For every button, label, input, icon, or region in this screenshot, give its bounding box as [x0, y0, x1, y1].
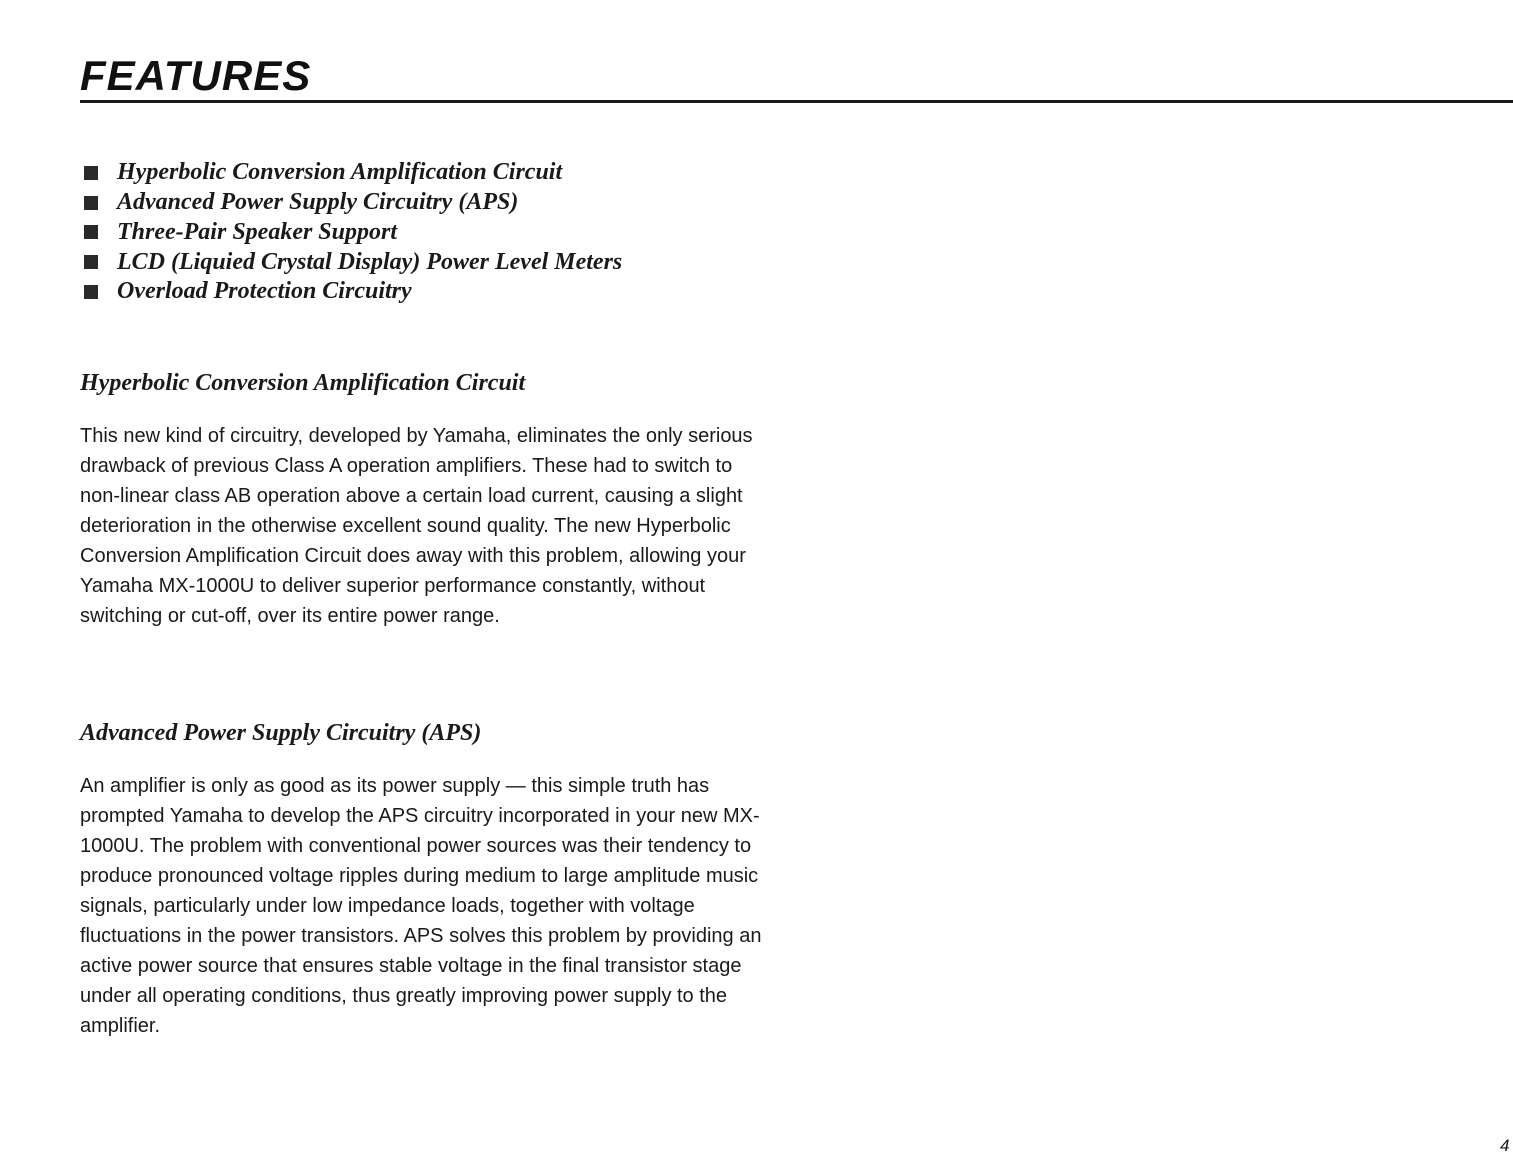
square-bullet-icon	[84, 196, 98, 210]
section-heading: Hyperbolic Conversion Amplification Circuit	[80, 370, 526, 396]
feature-item-label: LCD (Liquied Crystal Display) Power Level Meters	[117, 248, 623, 275]
title-divider	[80, 100, 1513, 103]
feature-item	[84, 277, 622, 307]
feature-item	[84, 218, 622, 248]
square-bullet-icon	[84, 166, 98, 180]
feature-item-label: Hyperbolic Conversion Amplification Circuit	[117, 159, 563, 186]
feature-item-label: Advanced Power Supply Circuitry (APS)	[117, 189, 519, 216]
feature-item	[84, 247, 622, 277]
section-heading: Advanced Power Supply Circuitry (APS)	[80, 720, 482, 746]
feature-item	[84, 158, 622, 188]
section-advanced-power-supply	[80, 720, 780, 1041]
feature-item-label: Three-Pair Speaker Support	[117, 218, 398, 245]
section-body: This new kind of circuitry, developed by Yamaha, eliminates the only serious drawback of previous Class A operation amplifiers. These had to switch to non-linear class AB operation above a certain load current, causing a slight deterioration in the otherwise excellent sound quality. The new Hyperbolic Conversion Amplification Circuit does away with this problem, allowing your Yamaha MX-1000U to deliver superior performance constantly, without switching or cut-off, over its entire power range.	[80, 425, 753, 627]
square-bullet-icon	[84, 225, 98, 239]
section-hyperbolic-conversion	[80, 370, 780, 631]
feature-item-label: Overload Protection Circuitry	[117, 278, 412, 305]
page-title: FEATURES	[80, 52, 312, 99]
section-body: An amplifier is only as good as its power supply — this simple truth has prompted Yamaha to develop the APS circuitry incorporated in your new MX-1000U. The problem with conventional power sources was their tendency to produce pronounced voltage ripples during medium to large amplitude music signals, particularly under low impedance loads, together with voltage fluctuations in the power transistors. APS solves this problem by providing an active power source that ensures stable voltage in the final transistor stage under all operating conditions, thus greatly improving power supply to the amplifier.	[80, 775, 762, 1037]
square-bullet-icon	[84, 255, 98, 269]
feature-item	[84, 188, 622, 218]
square-bullet-icon	[84, 285, 98, 299]
page-number: 4	[1500, 1136, 1510, 1155]
features-list	[84, 158, 622, 307]
